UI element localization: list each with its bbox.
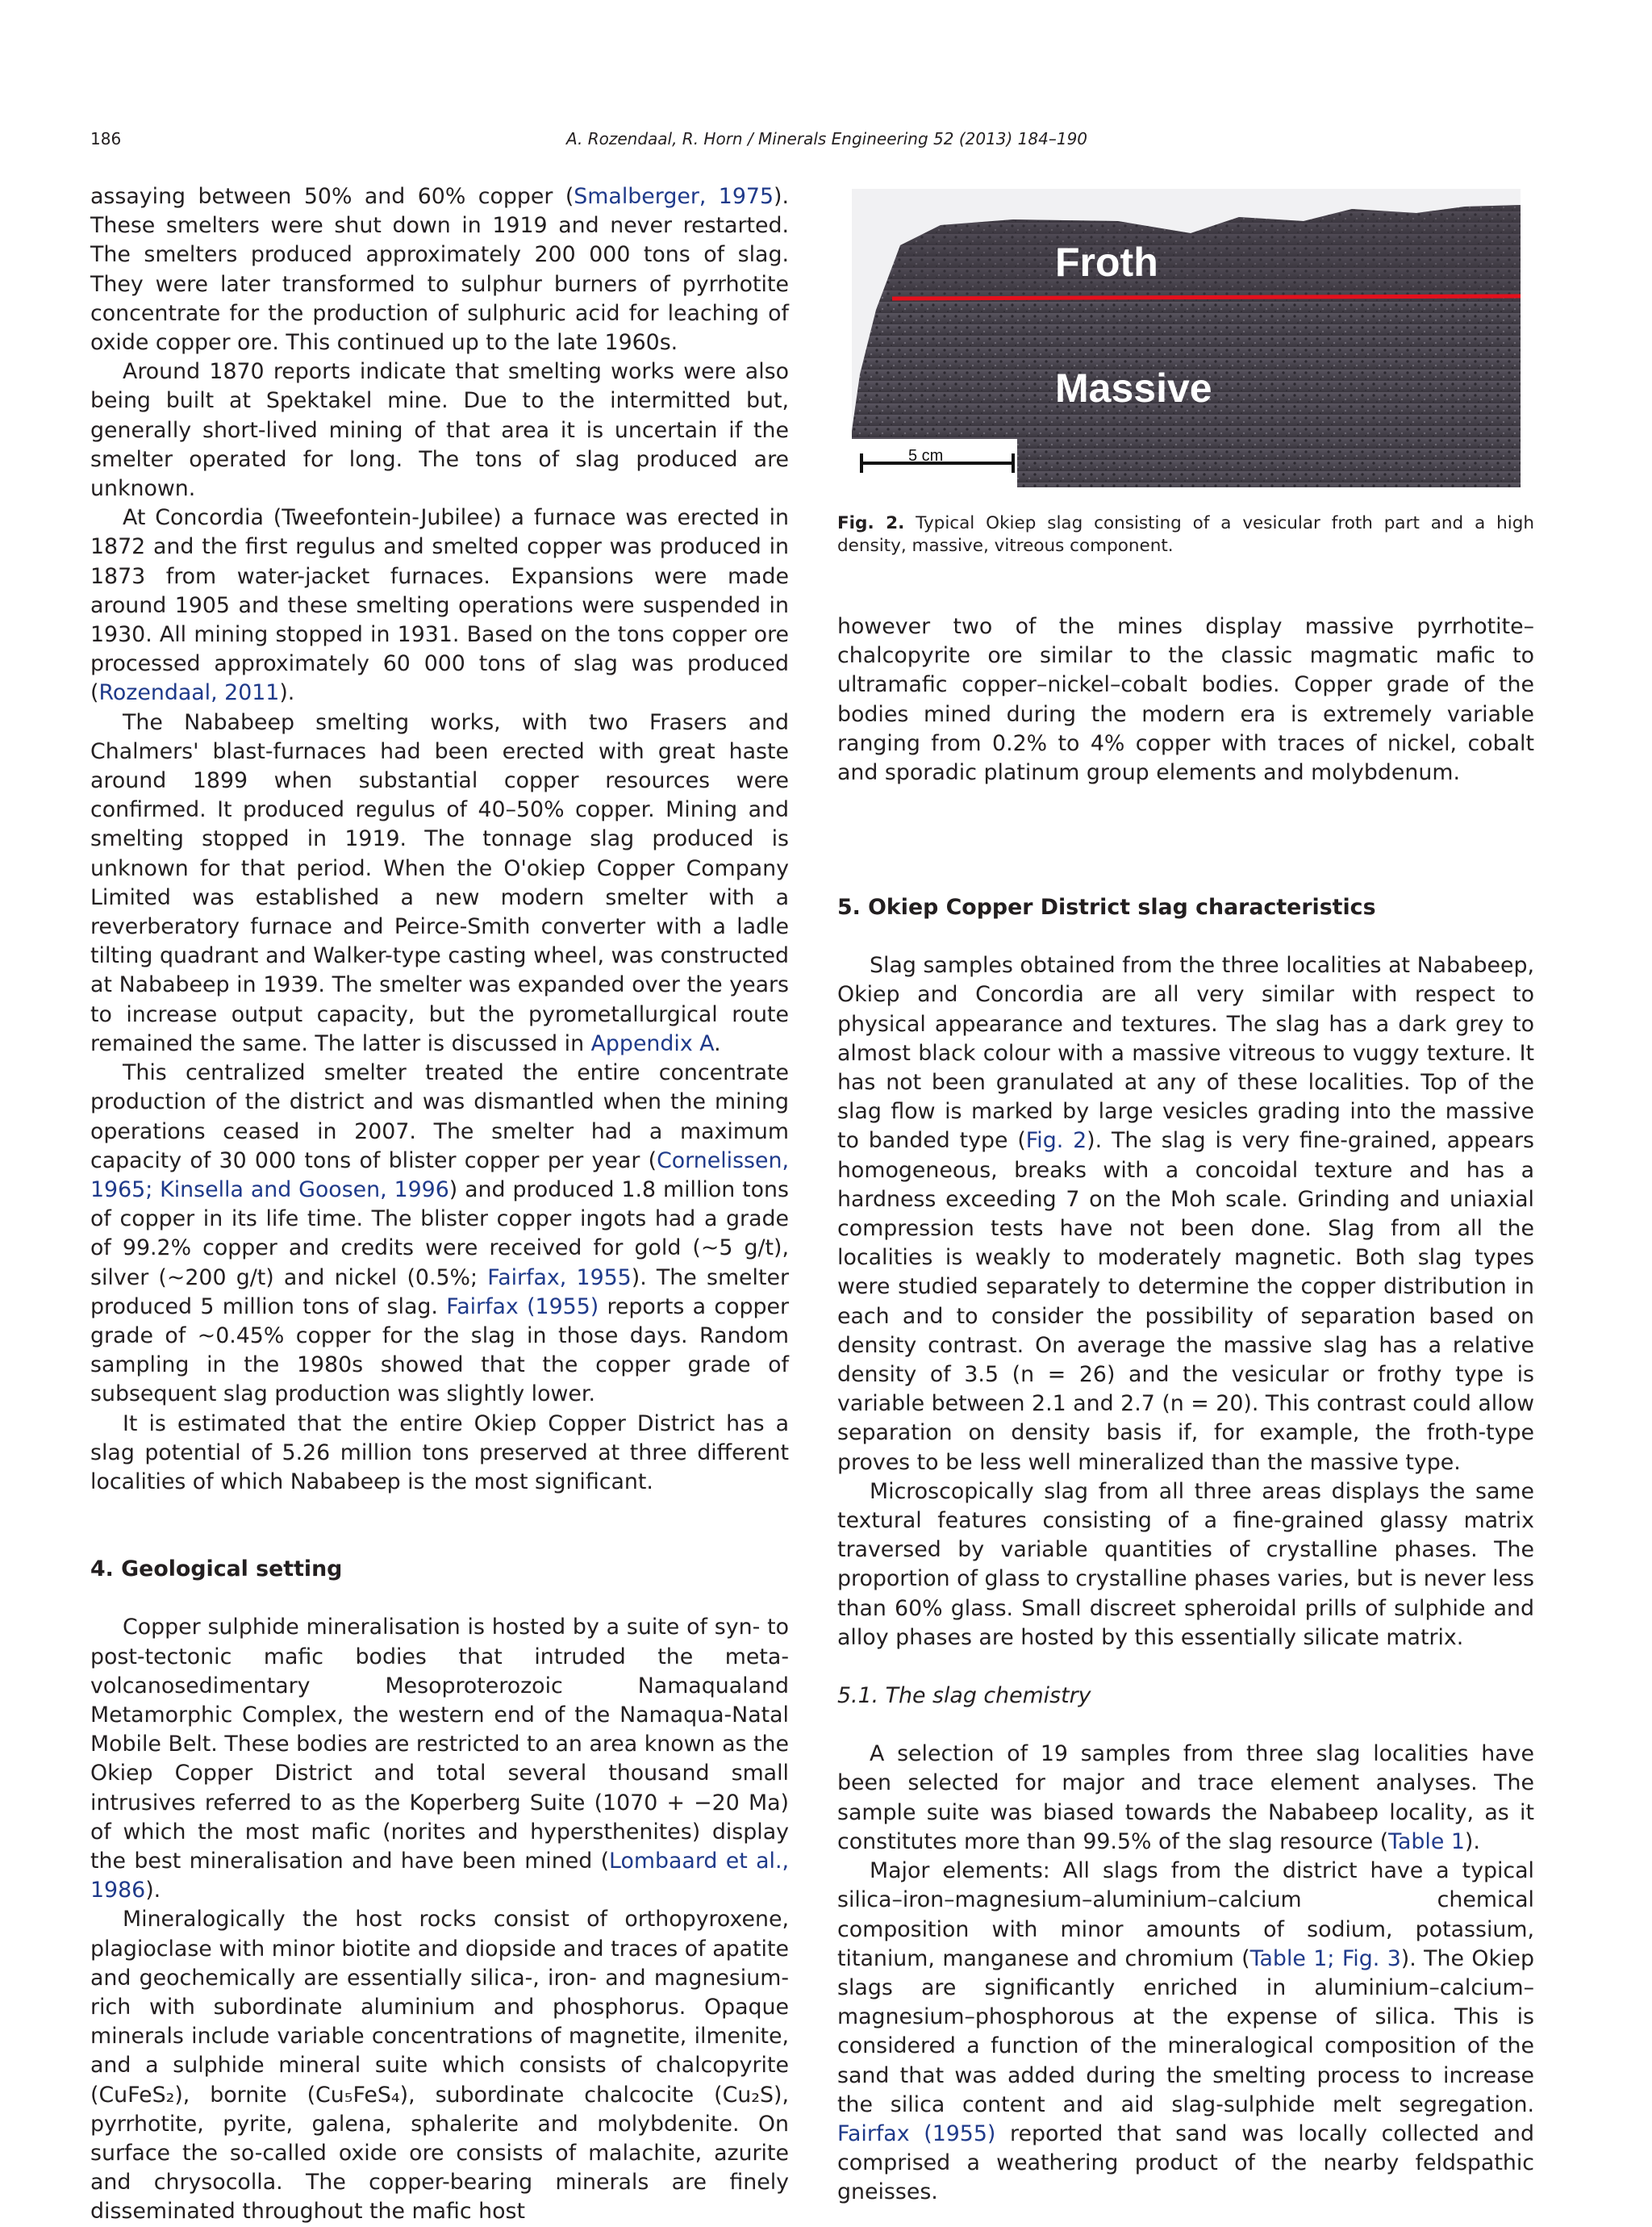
section-heading: 4. Geological setting — [90, 1556, 343, 1582]
page-number: 186 — [90, 129, 122, 148]
paragraph: The Nababeep smelting works, with two Frasers and Chalmers' blast-furnaces had been erected with great haste around 1899 when substantial copper resources were confirmed. It produced regulus of 40–50% copper. Mining and smelting stopped in 1919. The tonnage slag produced is unknown for that period. When the O'okiep Copper Company Limited was established a new modern smelter with a reverberatory furnace and Peirce-Smith converter with a ladle tilting quadrant and Walker-type casting wheel, was constructed at Nababeep in 1939. The smelter was expanded over the years to increase output capacity, but the pyrometallurgical route remained the same. The latter is discussed in Appendix A. — [90, 709, 789, 1056]
paragraph: Mineralogically the host rocks consist of orthopyroxene, plagioclase with minor biotite and diopside and traces of apatite and geochemically are essentially silica-, iron- and magnesium-rich with subordinate aluminium and phosphorus. Opaque minerals include variable concentrations of magnetite, ilmenite, and a sulphide mineral suite which consists of chalcopyrite (CuFeS₂), bornite (Cu₅FeS₄), subordinate chalcocite (Cu₂S), pyrrhotite, pyrite, galena, sphalerite and molybdenite. On surface the so-called oxide ore consists of malachite, azurite and chrysocolla. The copper-bearing minerals are finely disseminated throughout the mafic host — [90, 1907, 789, 2225]
citation-link[interactable]: Smalberger, 1975 — [574, 184, 774, 209]
table-figure-link[interactable]: Table 1; Fig. 3 — [1249, 1945, 1401, 1971]
table-link[interactable]: Table 1 — [1388, 1828, 1465, 1854]
figure-link[interactable]: Fig. 2 — [1025, 1128, 1087, 1154]
massive-label: Massive — [1055, 366, 1212, 411]
appendix-link[interactable]: Appendix A — [590, 1030, 715, 1056]
paragraph: Slag samples obtained from the three localities at Nababeep, Okiep and Concordia are all very similar with respect to physical appearance and textures. The slag has a dark grey to almost black colour with a massive vitreous to vuggy texture. It has not been granulated at any of these localities. Top of the slag flow is marked by large vesicles grading into the massive to banded type (Fig. 2). The slag is very fine-grained, appears homogeneous, breaks with a concoidal texture and has a hardness exceeding 7 on the Moh scale. Grinding and uniaxial compression tests have not been done. Slag from all the localities is weakly to moderately magnetic. Both slag types were studied separately to determine the copper distribution in each and to consider the possibility of separation based on density contrast. On average the massive slag has a relative density of 3.5 (n = 26) and the vesicular or frothy type is variable between 2.1 and 2.7 (n = 20). This contrast could allow separation on density basis if, for example, the froth-type proves to be less well mineralized than the massive type. — [837, 953, 1534, 1475]
running-head: A. Rozendaal, R. Horn / Minerals Engineering 52 (2013) 184–190 — [565, 129, 1088, 148]
citation-link[interactable]: Fairfax (1955) — [446, 1293, 599, 1319]
paragraph: This centralized smelter treated the entire concentrate production of the district and was dismantled when the mining operations ceased in 2007. The smelter had a maximum capacity of 30 000 tons of blister copper per year (Cornelissen, 1965; Kinsella and Goosen, 1996) and produced 1.8 million tons of copper in its life time. The blister copper ingots had a grade of 99.2% copper and credits were received for gold (~5 g/t), silver (~200 g/t) and nickel (0.5%; Fairfax, 1955). The smelter produced 5 million tons of slag. Fairfax (1955) reports a copper grade of ~0.45% copper for the slag in those days. Random sampling in the 1980s showed that the copper grade of subsequent slag production was slightly lower. — [90, 1060, 789, 1407]
figure-caption — [837, 512, 1534, 558]
slag-figure — [852, 189, 1521, 487]
paragraph: At Concordia (Tweefontein-Jubilee) a furnace was erected in 1872 and the first regulus and smelted copper was produced in 1873 from water-jacket furnaces. Expansions were made around 1905 and these smelting operations were suspended in 1930. All mining stopped in 1931. Based on the tons copper ore processed approximately 60 000 tons of slag was produced (Rozendaal, 2011). — [90, 505, 789, 706]
subsection-heading: 5.1. The slag chemistry — [837, 1683, 1091, 1709]
paragraph: A selection of 19 samples from three slag localities have been selected for major and trace element analyses. The sample suite was biased towards the Nababeep locality, as it constitutes more than 99.5% of the slag resource (Table 1). — [837, 1741, 1534, 1854]
citation-link[interactable]: Fairfax (1955) — [837, 2120, 996, 2146]
paragraph: It is estimated that the entire Okiep Copper District has a slag potential of 5.26 million tons preserved at three different localities of which Nababeep is the most significant. — [90, 1410, 789, 1494]
section-heading: 5. Okiep Copper District slag characteristics — [837, 895, 1376, 920]
paragraph: assaying between 50% and 60% copper (Smalberger, 1975). These smelters were shut down in 1919 and never restarted. The smelters produced approximately 200 000 tons of slag. They were later transformed to sulphur burners of pyrrhotite concentrate for the production of sulphuric acid for leaching of oxide copper ore. This continued up to the late 1960s. — [90, 184, 789, 356]
froth-massive-divider — [892, 296, 1521, 299]
citation-link[interactable]: Fairfax, 1955 — [487, 1264, 632, 1290]
right-column-upper — [837, 612, 1534, 788]
caption-text: Typical Okiep slag consisting of a vesicular froth part and a high density, massive, vitreous component. — [837, 513, 1535, 556]
paragraph: Major elements: All slags from the district have a typical silica–iron–magnesium–aluminium–calcium chemical composition with minor amounts of sodium, potassium, titanium, manganese and chromium (Table 1; Fig. 3). The Okiep slags are significantly enriched in aluminium–calcium–magnesium–phosphorous at the expense of silica. This is considered a function of the mineralogical composition of the sand that was added during the smelting process to increase the silica content and aid slag-sulphide melt segregation. Fairfax (1955) reported that sand was locally collected and comprised a weathering product of the nearby feldspathic gneisses. — [837, 1858, 1534, 2205]
citation-link[interactable]: Lombaard et al., 1986 — [90, 1848, 789, 1903]
scale-bar-label: 5 cm — [908, 447, 944, 465]
slag-photo — [852, 189, 1521, 487]
paragraph: Microscopically slag from all three areas displays the same textural features consisting of a fine-grained glassy matrix traversed by variable quantities of crystalline phases. The proportion of glass to crystalline phases varies, but is never less than 60% glass. Small discreet spheroidal prills of sulphide and alloy phases are hosted by this essentially silicate matrix. — [837, 1478, 1534, 1650]
citation-link[interactable]: Rozendaal, 2011 — [98, 680, 280, 706]
caption-label: Fig. 2. — [837, 513, 905, 533]
paragraph: however two of the mines display massive pyrrhotite–chalcopyrite ore similar to the classic magmatic mafic to ultramafic copper–nickel–cobalt bodies. Copper grade of the bodies mined during the modern era is extremely variable ranging from 0.2% to 4% copper with traces of nickel, cobalt and sporadic platinum group elements and molybdenum. — [837, 614, 1534, 786]
right-column-lower — [837, 893, 1534, 2208]
citation-link[interactable]: Cornelissen, 1965; Kinsella and Goosen, 1996 — [90, 1147, 789, 1202]
paragraph: Copper sulphide mineralisation is hosted by a suite of syn- to post-tectonic mafic bodies that intruded the meta-volcanosedimentary Mesoproterozoic Namaqualand Metamorphic Complex, the western end of the Namaqua-Natal Mobile Belt. These bodies are restricted to an area known as the Okiep Copper District and total several thousand small intrusives referred to as the Koperberg Suite (1070 + −20 Ma) of which the most mafic (norites and hypersthenites) display the best mineralisation and have been mined (Lombaard et al., 1986). — [90, 1615, 789, 1903]
froth-label: Froth — [1055, 240, 1158, 285]
paragraph: Around 1870 reports indicate that smelting works were also being built at Spektakel mine. Due to the intermitted but, generally short-lived mining of that area it is uncertain if the smelter operated for long. The tons of slag produced are unknown. — [90, 359, 789, 502]
left-column — [90, 182, 789, 2227]
